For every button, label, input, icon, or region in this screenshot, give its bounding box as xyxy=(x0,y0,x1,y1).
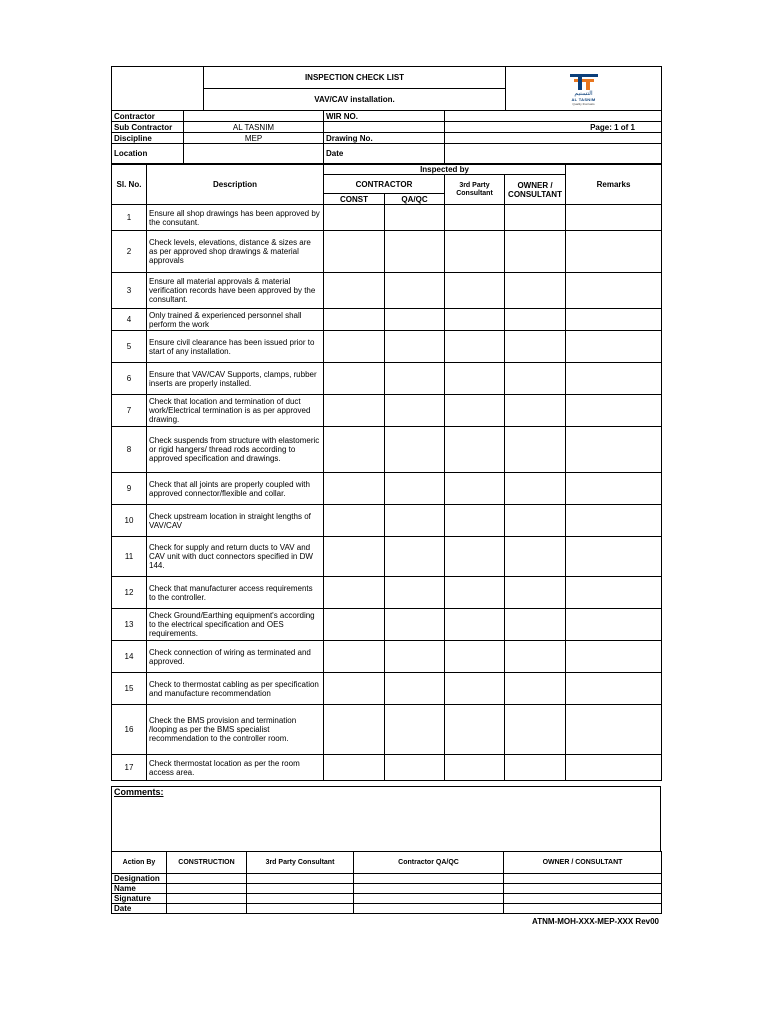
remarks-header: Remarks xyxy=(566,165,662,205)
remarks-cell[interactable] xyxy=(566,331,662,363)
remarks-cell[interactable] xyxy=(566,537,662,577)
qaqc-check-cell[interactable] xyxy=(385,755,445,781)
checklist-row xyxy=(112,641,662,673)
logo-tagline-text: Quality that lasts xyxy=(572,102,595,106)
item-number: 6 xyxy=(112,363,147,395)
owner-check-cell[interactable] xyxy=(505,205,566,231)
checklist-row xyxy=(112,673,662,705)
third-party-check-cell[interactable] xyxy=(445,505,505,537)
company-logo xyxy=(506,67,662,111)
qaqc-check-cell[interactable] xyxy=(385,309,445,331)
const-check-cell[interactable] xyxy=(324,309,385,331)
third-party-check-cell[interactable] xyxy=(445,363,505,395)
checklist-row xyxy=(112,755,662,781)
third-party-check-cell[interactable] xyxy=(445,273,505,309)
qaqc-check-cell[interactable] xyxy=(385,705,445,755)
item-description: Ensure all shop drawings has been approved by the consutant. xyxy=(147,205,324,231)
owner-check-cell[interactable] xyxy=(505,473,566,505)
const-check-cell[interactable] xyxy=(324,427,385,473)
remarks-cell[interactable] xyxy=(566,673,662,705)
signoff-row xyxy=(112,884,662,894)
checklist-row xyxy=(112,309,662,331)
item-number: 12 xyxy=(112,577,147,609)
signoff-construction-cell[interactable] xyxy=(167,884,247,894)
remarks-cell[interactable] xyxy=(566,473,662,505)
remarks-cell[interactable] xyxy=(566,705,662,755)
const-check-cell[interactable] xyxy=(324,705,385,755)
signoff-row-label: Name xyxy=(112,884,167,894)
item-number: 8 xyxy=(112,427,147,473)
item-description: Check that all joints are properly coupled with approved connector/flexible and collar. xyxy=(147,473,324,505)
construction-header: CONSTRUCTION xyxy=(167,852,247,874)
sl-no-header: Sl. No. xyxy=(112,165,147,205)
signoff-row xyxy=(112,904,662,914)
inspection-checklist-sheet xyxy=(111,66,661,928)
item-description: Ensure civil clearance has been issued prior to start of any installation. xyxy=(147,331,324,363)
document-code: ATNM-MOH-XXX-MEP-XXX Rev00 xyxy=(532,917,659,926)
signoff-third-party-cell[interactable] xyxy=(247,884,354,894)
signoff-contractor-qaqc-cell[interactable] xyxy=(354,904,504,914)
checklist-table xyxy=(111,164,662,781)
blank-cell xyxy=(324,122,445,133)
third-party-check-cell[interactable] xyxy=(445,427,505,473)
checklist-row xyxy=(112,609,662,641)
signoff-body xyxy=(112,874,662,914)
const-header: CONST xyxy=(324,194,385,205)
third-party-check-cell[interactable] xyxy=(445,309,505,331)
checklist-row xyxy=(112,205,662,231)
discipline-label: Discipline xyxy=(112,133,184,144)
signoff-contractor-qaqc-cell[interactable] xyxy=(354,894,504,904)
remarks-cell[interactable] xyxy=(566,205,662,231)
const-check-cell[interactable] xyxy=(324,641,385,673)
item-number: 7 xyxy=(112,395,147,427)
owner-check-cell[interactable] xyxy=(505,273,566,309)
const-check-cell[interactable] xyxy=(324,577,385,609)
signoff-contractor-qaqc-cell[interactable] xyxy=(354,874,504,884)
item-description: Check to thermostat cabling as per specification and manufacture recommendation xyxy=(147,673,324,705)
const-check-cell[interactable] xyxy=(324,363,385,395)
signoff-third-party-cell[interactable] xyxy=(247,904,354,914)
const-check-cell[interactable] xyxy=(324,205,385,231)
signoff-third-party-header: 3rd Party Consultant xyxy=(247,852,354,874)
checklist-row xyxy=(112,231,662,273)
third-party-check-cell[interactable] xyxy=(445,205,505,231)
owner-check-cell[interactable] xyxy=(505,609,566,641)
item-description: Check for supply and return ducts to VAV and CAV unit with duct connectors specified in DW 144. xyxy=(147,537,324,577)
third-party-check-cell[interactable] xyxy=(445,641,505,673)
third-party-check-cell[interactable] xyxy=(445,755,505,781)
item-number: 11 xyxy=(112,537,147,577)
document-subtitle: VAV/CAV installation. xyxy=(204,89,506,111)
checklist-row xyxy=(112,427,662,473)
remarks-cell[interactable] xyxy=(566,577,662,609)
item-description: Check connection of wiring as terminated and approved. xyxy=(147,641,324,673)
const-check-cell[interactable] xyxy=(324,473,385,505)
owner-check-cell[interactable] xyxy=(505,641,566,673)
page-number: Page: 1 of 1 xyxy=(445,122,662,133)
document-title: INSPECTION CHECK LIST xyxy=(204,67,506,89)
third-party-check-cell[interactable] xyxy=(445,331,505,363)
inspected-by-header: Inspected by xyxy=(324,165,566,175)
signoff-table xyxy=(111,851,662,914)
const-check-cell[interactable] xyxy=(324,231,385,273)
signoff-owner-cell[interactable] xyxy=(504,874,662,884)
qaqc-check-cell[interactable] xyxy=(385,427,445,473)
third-party-check-cell[interactable] xyxy=(445,609,505,641)
signoff-owner-cell[interactable] xyxy=(504,904,662,914)
item-number: 17 xyxy=(112,755,147,781)
remarks-cell[interactable] xyxy=(566,395,662,427)
logo-name-text: AL TASNIM xyxy=(571,97,596,102)
remarks-cell[interactable] xyxy=(566,309,662,331)
qaqc-check-cell[interactable] xyxy=(385,673,445,705)
signoff-owner-cell[interactable] xyxy=(504,894,662,904)
comments-table xyxy=(111,786,661,852)
contractor-value xyxy=(184,111,324,122)
signoff-row xyxy=(112,874,662,884)
contractor-label: Contractor xyxy=(112,111,184,122)
signoff-third-party-cell[interactable] xyxy=(247,894,354,904)
item-number: 13 xyxy=(112,609,147,641)
item-number: 2 xyxy=(112,231,147,273)
qaqc-check-cell[interactable] xyxy=(385,641,445,673)
remarks-cell[interactable] xyxy=(566,505,662,537)
signoff-construction-cell[interactable] xyxy=(167,874,247,884)
wir-label: WIR NO. xyxy=(324,111,445,122)
const-check-cell[interactable] xyxy=(324,273,385,309)
const-check-cell[interactable] xyxy=(324,673,385,705)
qaqc-check-cell[interactable] xyxy=(385,331,445,363)
owner-check-cell[interactable] xyxy=(505,309,566,331)
item-description: Only trained & experienced personnel shall perform the work xyxy=(147,309,324,331)
signoff-owner-cell[interactable] xyxy=(504,884,662,894)
qaqc-check-cell[interactable] xyxy=(385,363,445,395)
item-number: 1 xyxy=(112,205,147,231)
comments-label: Comments: xyxy=(112,787,661,852)
qaqc-header: QA/QC xyxy=(385,194,445,205)
item-description: Check Ground/Earthing equipment's according to the electrical specification and OES requirements. xyxy=(147,609,324,641)
checklist-row xyxy=(112,705,662,755)
item-number: 14 xyxy=(112,641,147,673)
third-party-check-cell[interactable] xyxy=(445,395,505,427)
signoff-row-label: Signature xyxy=(112,894,167,904)
qaqc-check-cell[interactable] xyxy=(385,395,445,427)
owner-check-cell[interactable] xyxy=(505,331,566,363)
const-check-cell[interactable] xyxy=(324,537,385,577)
item-description: Check suspends from structure with elastomeric or rigid hangers/ thread rods according to approved specification and drawings. xyxy=(147,427,324,473)
discipline-value: MEP xyxy=(184,133,324,144)
drawing-value xyxy=(445,133,662,144)
item-description: Check levels, elevations, distance & sizes are as per approved shop drawings & material approvals xyxy=(147,231,324,273)
checklist-row xyxy=(112,537,662,577)
third-party-check-cell[interactable] xyxy=(445,673,505,705)
owner-consultant-header: OWNER / CONSULTANT xyxy=(505,175,566,205)
qaqc-check-cell[interactable] xyxy=(385,537,445,577)
logo-arabic-text: التسنيم xyxy=(574,91,593,97)
drawing-label: Drawing No. xyxy=(324,133,445,144)
owner-check-cell[interactable] xyxy=(505,537,566,577)
item-number: 4 xyxy=(112,309,147,331)
signoff-row xyxy=(112,894,662,904)
checklist-row xyxy=(112,505,662,537)
contractor-qaqc-header: Contractor QA/QC xyxy=(354,852,504,874)
checklist-row xyxy=(112,395,662,427)
checklist-row xyxy=(112,273,662,309)
third-party-check-cell[interactable] xyxy=(445,231,505,273)
owner-check-cell[interactable] xyxy=(505,231,566,273)
qaqc-check-cell[interactable] xyxy=(385,609,445,641)
item-description: Check upstream location in straight lengths of VAV/CAV xyxy=(147,505,324,537)
owner-check-cell[interactable] xyxy=(505,705,566,755)
signoff-construction-cell[interactable] xyxy=(167,894,247,904)
item-number: 10 xyxy=(112,505,147,537)
const-check-cell[interactable] xyxy=(324,755,385,781)
const-check-cell[interactable] xyxy=(324,609,385,641)
signoff-third-party-cell[interactable] xyxy=(247,874,354,884)
owner-check-cell[interactable] xyxy=(505,577,566,609)
item-number: 9 xyxy=(112,473,147,505)
item-number: 16 xyxy=(112,705,147,755)
item-description: Check the BMS provision and termination /looping as per the BMS specialist recommendation to the controller room. xyxy=(147,705,324,755)
const-check-cell[interactable] xyxy=(324,331,385,363)
signoff-contractor-qaqc-cell[interactable] xyxy=(354,884,504,894)
signoff-owner-header: OWNER / CONSULTANT xyxy=(504,852,662,874)
qaqc-check-cell[interactable] xyxy=(385,505,445,537)
item-description: Check thermostat location as per the room access area. xyxy=(147,755,324,781)
remarks-cell[interactable] xyxy=(566,231,662,273)
item-number: 15 xyxy=(112,673,147,705)
item-number: 3 xyxy=(112,273,147,309)
remarks-cell[interactable] xyxy=(566,427,662,473)
qaqc-check-cell[interactable] xyxy=(385,473,445,505)
checklist-row xyxy=(112,331,662,363)
info-table xyxy=(111,110,662,164)
checklist-row xyxy=(112,473,662,505)
location-label: Location xyxy=(112,144,184,164)
al-tasnim-logo-icon xyxy=(568,73,600,91)
checklist-body xyxy=(112,205,662,781)
header-blank-cell xyxy=(112,67,204,111)
third-party-check-cell[interactable] xyxy=(445,705,505,755)
description-header: Description xyxy=(147,165,324,205)
signoff-row-label: Date xyxy=(112,904,167,914)
const-check-cell[interactable] xyxy=(324,505,385,537)
qaqc-check-cell[interactable] xyxy=(385,231,445,273)
third-party-header: 3rd Party Consultant xyxy=(445,175,505,205)
sub-contractor-label: Sub Contractor xyxy=(112,122,184,133)
const-check-cell[interactable] xyxy=(324,395,385,427)
action-by-header: Action By xyxy=(112,852,167,874)
owner-check-cell[interactable] xyxy=(505,673,566,705)
third-party-check-cell[interactable] xyxy=(445,537,505,577)
third-party-check-cell[interactable] xyxy=(445,577,505,609)
item-description: Ensure that VAV/CAV Supports, clamps, rubber inserts are properly installed. xyxy=(147,363,324,395)
signoff-row-label: Designation xyxy=(112,874,167,884)
sub-contractor-value: AL TASNIM xyxy=(184,122,324,133)
remarks-cell[interactable] xyxy=(566,641,662,673)
item-description: Check that location and termination of duct work/Electrical termination is as per approved drawing. xyxy=(147,395,324,427)
owner-check-cell[interactable] xyxy=(505,755,566,781)
signoff-construction-cell[interactable] xyxy=(167,904,247,914)
item-number: 5 xyxy=(112,331,147,363)
item-description: Ensure all material approvals & material verification records have been approved by the consultant. xyxy=(147,273,324,309)
location-value xyxy=(184,144,324,164)
date-label: Date xyxy=(324,144,445,164)
remarks-cell[interactable] xyxy=(566,273,662,309)
wir-value xyxy=(445,111,662,122)
qaqc-check-cell[interactable] xyxy=(385,205,445,231)
header-table xyxy=(111,66,662,111)
owner-check-cell[interactable] xyxy=(505,505,566,537)
remarks-cell[interactable] xyxy=(566,609,662,641)
third-party-check-cell[interactable] xyxy=(445,473,505,505)
date-value xyxy=(445,144,662,164)
checklist-row xyxy=(112,363,662,395)
qaqc-check-cell[interactable] xyxy=(385,273,445,309)
owner-check-cell[interactable] xyxy=(505,427,566,473)
qaqc-check-cell[interactable] xyxy=(385,577,445,609)
remarks-cell[interactable] xyxy=(566,755,662,781)
owner-check-cell[interactable] xyxy=(505,363,566,395)
item-description: Check that manufacturer access requirements to the controller. xyxy=(147,577,324,609)
owner-check-cell[interactable] xyxy=(505,395,566,427)
checklist-row xyxy=(112,577,662,609)
remarks-cell[interactable] xyxy=(566,363,662,395)
contractor-header: CONTRACTOR xyxy=(324,175,445,194)
